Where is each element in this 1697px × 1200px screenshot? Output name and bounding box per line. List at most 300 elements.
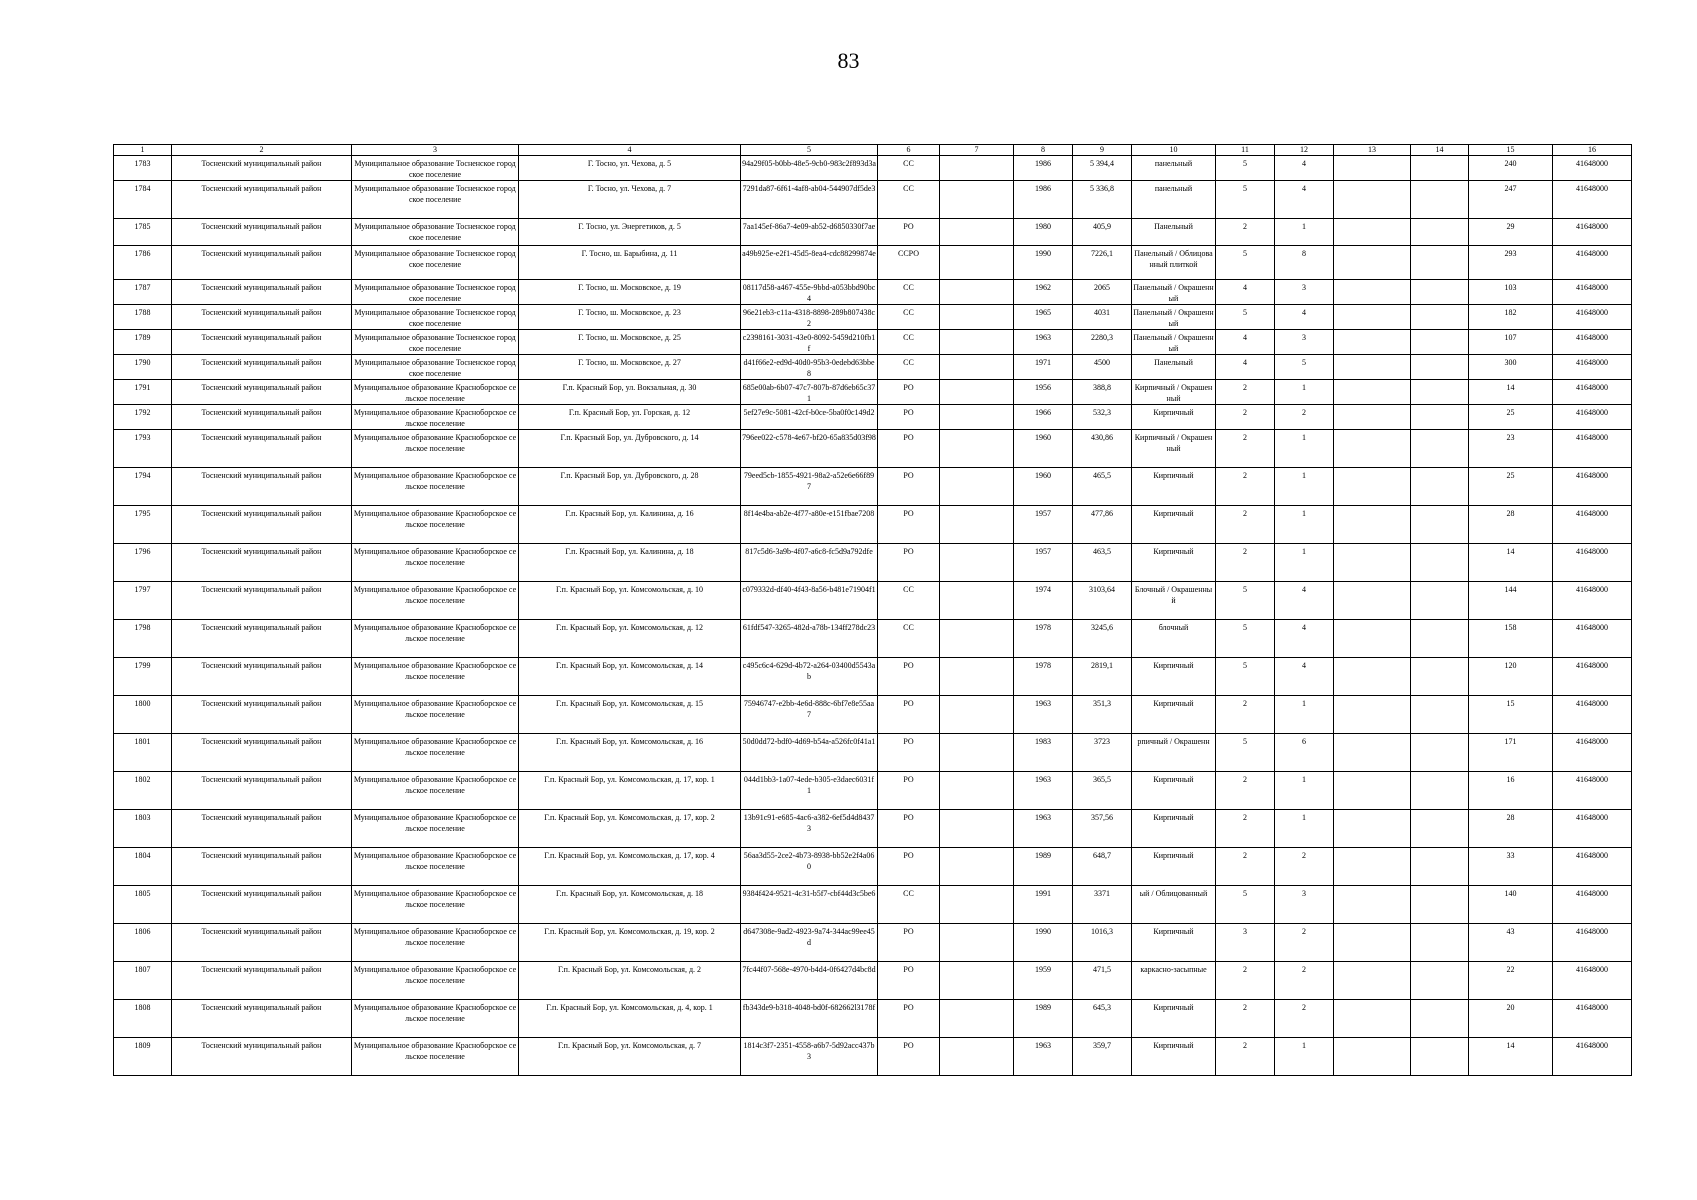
cell-floors: 5 xyxy=(1216,305,1275,330)
cell-entrances: 2 xyxy=(1275,924,1334,962)
cell-row-number: 1801 xyxy=(114,734,172,772)
table-row xyxy=(114,219,1632,246)
cell-area: 648,7 xyxy=(1073,848,1132,886)
cell-entrances: 4 xyxy=(1275,156,1334,181)
cell-year-built: 1990 xyxy=(1014,246,1073,280)
cell-municipality: Муниципальное образование Красноборское сельское поселение xyxy=(352,658,519,696)
cell-category: РО xyxy=(878,734,940,772)
cell-year-built: 1971 xyxy=(1014,355,1073,380)
cell-municipality: Муниципальное образование Красноборское сельское поселение xyxy=(352,405,519,430)
cell-municipality: Муниципальное образование Красноборское сельское поселение xyxy=(352,924,519,962)
cell-house-guid: 7291da87-6f61-4af8-ab04-544907df5de3 xyxy=(741,181,878,219)
cell-residents: 28 xyxy=(1469,506,1553,544)
table-row xyxy=(114,734,1632,772)
cell-address: Г.п. Красный Бор, ул. Горская, д. 12 xyxy=(519,405,741,430)
cell-row-number: 1805 xyxy=(114,886,172,924)
cell-oktmo-code: 41648000 xyxy=(1553,620,1632,658)
cell-entrances: 4 xyxy=(1275,181,1334,219)
cell-house-guid: 796ee022-c578-4e67-bf20-65a835d03f98 xyxy=(741,430,878,468)
cell-floors: 5 xyxy=(1216,181,1275,219)
cell-house-guid: 7aa145ef-86a7-4e09-ab52-d6850330f7ae xyxy=(741,219,878,246)
cell-address: Г. Тосно, ш. Московское, д. 19 xyxy=(519,280,741,305)
column-header-6: 6 xyxy=(878,145,940,156)
cell-category: РО xyxy=(878,848,940,886)
cell-row-number: 1802 xyxy=(114,772,172,810)
cell-oktmo-code: 41648000 xyxy=(1553,430,1632,468)
cell-district: Тосненский муниципальный район xyxy=(172,620,352,658)
cell-row-number: 1786 xyxy=(114,246,172,280)
cell-oktmo-code: 41648000 xyxy=(1553,886,1632,924)
cell-year-built: 1963 xyxy=(1014,772,1073,810)
cell-address: Г.п. Красный Бор, ул. Комсомольская, д. 17, кор. 4 xyxy=(519,848,741,886)
cell-residents: 14 xyxy=(1469,1038,1553,1076)
cell-area: 2280,3 xyxy=(1073,330,1132,355)
cell-category: РО xyxy=(878,1038,940,1076)
cell-district: Тосненский муниципальный район xyxy=(172,962,352,1000)
cell-col-13 xyxy=(1334,330,1411,355)
cell-wall-material: панельный xyxy=(1132,181,1216,219)
cell-residents: 15 xyxy=(1469,696,1553,734)
cell-municipality: Муниципальное образование Тосненское городское поселение xyxy=(352,181,519,219)
cell-year-built: 1978 xyxy=(1014,620,1073,658)
cell-year-built: 1959 xyxy=(1014,962,1073,1000)
cell-category: РО xyxy=(878,1000,940,1038)
cell-row-number: 1785 xyxy=(114,219,172,246)
table-row xyxy=(114,848,1632,886)
column-header-3: 3 xyxy=(352,145,519,156)
cell-year-built: 1957 xyxy=(1014,544,1073,582)
cell-oktmo-code: 41648000 xyxy=(1553,734,1632,772)
cell-district: Тосненский муниципальный район xyxy=(172,772,352,810)
cell-area: 471,5 xyxy=(1073,962,1132,1000)
cell-floors: 2 xyxy=(1216,1000,1275,1038)
cell-floors: 2 xyxy=(1216,380,1275,405)
column-header-12: 12 xyxy=(1275,145,1334,156)
cell-col-7 xyxy=(940,772,1014,810)
cell-address: Г.п. Красный Бор, ул. Комсомольская, д. 10 xyxy=(519,582,741,620)
cell-residents: 293 xyxy=(1469,246,1553,280)
cell-row-number: 1799 xyxy=(114,658,172,696)
cell-col-14 xyxy=(1411,1038,1469,1076)
cell-oktmo-code: 41648000 xyxy=(1553,219,1632,246)
cell-house-guid: d41f66e2-ed9d-40d0-95b3-0edebd63bbe8 xyxy=(741,355,878,380)
cell-floors: 2 xyxy=(1216,544,1275,582)
cell-floors: 4 xyxy=(1216,280,1275,305)
cell-col-7 xyxy=(940,430,1014,468)
cell-district: Тосненский муниципальный район xyxy=(172,506,352,544)
column-header-14: 14 xyxy=(1411,145,1469,156)
cell-row-number: 1809 xyxy=(114,1038,172,1076)
cell-col-14 xyxy=(1411,772,1469,810)
cell-area: 2065 xyxy=(1073,280,1132,305)
cell-col-7 xyxy=(940,544,1014,582)
cell-col-14 xyxy=(1411,246,1469,280)
cell-category: РО xyxy=(878,544,940,582)
cell-floors: 4 xyxy=(1216,355,1275,380)
table-row xyxy=(114,246,1632,280)
cell-district: Тосненский муниципальный район xyxy=(172,1038,352,1076)
cell-floors: 5 xyxy=(1216,620,1275,658)
cell-row-number: 1789 xyxy=(114,330,172,355)
cell-entrances: 1 xyxy=(1275,696,1334,734)
cell-category: СС xyxy=(878,355,940,380)
cell-house-guid: 044d1bb3-1a07-4ede-b305-e3daec6031f1 xyxy=(741,772,878,810)
cell-col-7 xyxy=(940,305,1014,330)
cell-col-14 xyxy=(1411,280,1469,305)
cell-col-14 xyxy=(1411,924,1469,962)
cell-oktmo-code: 41648000 xyxy=(1553,305,1632,330)
cell-municipality: Муниципальное образование Красноборское сельское поселение xyxy=(352,544,519,582)
cell-residents: 240 xyxy=(1469,156,1553,181)
cell-address: Г. Тосно, ул. Чехова, д. 5 xyxy=(519,156,741,181)
cell-wall-material: каркасно-засыпные xyxy=(1132,962,1216,1000)
column-header-16: 16 xyxy=(1553,145,1632,156)
cell-residents: 14 xyxy=(1469,544,1553,582)
cell-wall-material: Кирпичный xyxy=(1132,924,1216,962)
cell-entrances: 4 xyxy=(1275,620,1334,658)
table-row xyxy=(114,330,1632,355)
cell-area: 351,3 xyxy=(1073,696,1132,734)
cell-wall-material: Панельный xyxy=(1132,355,1216,380)
cell-house-guid: 685e00ab-6b07-47c7-807b-87d6eb65c371 xyxy=(741,380,878,405)
cell-oktmo-code: 41648000 xyxy=(1553,1038,1632,1076)
cell-year-built: 1989 xyxy=(1014,848,1073,886)
cell-residents: 25 xyxy=(1469,405,1553,430)
cell-category: РО xyxy=(878,772,940,810)
cell-entrances: 1 xyxy=(1275,506,1334,544)
cell-col-13 xyxy=(1334,962,1411,1000)
cell-residents: 144 xyxy=(1469,582,1553,620)
cell-district: Тосненский муниципальный район xyxy=(172,156,352,181)
cell-oktmo-code: 41648000 xyxy=(1553,848,1632,886)
column-number-header xyxy=(114,145,1632,156)
cell-residents: 22 xyxy=(1469,962,1553,1000)
table-row xyxy=(114,658,1632,696)
cell-col-7 xyxy=(940,734,1014,772)
cell-col-14 xyxy=(1411,181,1469,219)
cell-col-13 xyxy=(1334,181,1411,219)
cell-house-guid: c2398161-3031-43e0-8092-5459d210fb1f xyxy=(741,330,878,355)
cell-row-number: 1794 xyxy=(114,468,172,506)
cell-address: Г.п. Красный Бор, ул. Комсомольская, д. 16 xyxy=(519,734,741,772)
cell-residents: 28 xyxy=(1469,810,1553,848)
cell-address: Г.п. Красный Бор, ул. Комсомольская, д. 17, кор. 1 xyxy=(519,772,741,810)
cell-residents: 120 xyxy=(1469,658,1553,696)
cell-house-guid: 61fdf547-3265-482d-a78b-134ff278dc23 xyxy=(741,620,878,658)
table-row xyxy=(114,355,1632,380)
cell-entrances: 4 xyxy=(1275,658,1334,696)
cell-floors: 5 xyxy=(1216,582,1275,620)
table-row xyxy=(114,924,1632,962)
cell-category: РО xyxy=(878,405,940,430)
cell-wall-material: Кирпичный / Окрашенный xyxy=(1132,380,1216,405)
cell-municipality: Муниципальное образование Тосненское городское поселение xyxy=(352,219,519,246)
cell-category: РО xyxy=(878,468,940,506)
cell-area: 3723 xyxy=(1073,734,1132,772)
cell-year-built: 1960 xyxy=(1014,430,1073,468)
cell-col-13 xyxy=(1334,696,1411,734)
cell-wall-material: Панельный / Окрашенный xyxy=(1132,305,1216,330)
cell-district: Тосненский муниципальный район xyxy=(172,734,352,772)
cell-col-7 xyxy=(940,1000,1014,1038)
cell-address: Г. Тосно, ш. Московское, д. 23 xyxy=(519,305,741,330)
cell-residents: 107 xyxy=(1469,330,1553,355)
cell-category: РО xyxy=(878,696,940,734)
cell-col-13 xyxy=(1334,544,1411,582)
cell-col-7 xyxy=(940,219,1014,246)
cell-address: Г.п. Красный Бор, ул. Комсомольская, д. 17, кор. 2 xyxy=(519,810,741,848)
cell-address: Г. Тосно, ул. Чехова, д. 7 xyxy=(519,181,741,219)
column-header-2: 2 xyxy=(172,145,352,156)
cell-municipality: Муниципальное образование Красноборское сельское поселение xyxy=(352,506,519,544)
cell-col-7 xyxy=(940,355,1014,380)
cell-residents: 16 xyxy=(1469,772,1553,810)
cell-col-14 xyxy=(1411,620,1469,658)
cell-area: 5 336,8 xyxy=(1073,181,1132,219)
cell-wall-material: рпичный / Окрашенн xyxy=(1132,734,1216,772)
cell-col-14 xyxy=(1411,380,1469,405)
cell-year-built: 1956 xyxy=(1014,380,1073,405)
cell-district: Тосненский муниципальный район xyxy=(172,219,352,246)
cell-municipality: Муниципальное образование Красноборское сельское поселение xyxy=(352,962,519,1000)
cell-area: 4500 xyxy=(1073,355,1132,380)
cell-wall-material: Панельный / Окрашенный xyxy=(1132,330,1216,355)
cell-oktmo-code: 41648000 xyxy=(1553,468,1632,506)
cell-residents: 171 xyxy=(1469,734,1553,772)
cell-wall-material: Панельный xyxy=(1132,219,1216,246)
cell-col-14 xyxy=(1411,305,1469,330)
cell-col-13 xyxy=(1334,156,1411,181)
cell-house-guid: 8f14e4ba-ab2e-4f77-a80e-e151fbae7208 xyxy=(741,506,878,544)
cell-row-number: 1790 xyxy=(114,355,172,380)
cell-col-13 xyxy=(1334,810,1411,848)
cell-area: 645,3 xyxy=(1073,1000,1132,1038)
cell-category: РО xyxy=(878,430,940,468)
cell-address: Г.п. Красный Бор, ул. Комсомольская, д. 7 xyxy=(519,1038,741,1076)
cell-address: Г.п. Красный Бор, ул. Калинина, д. 18 xyxy=(519,544,741,582)
cell-col-13 xyxy=(1334,734,1411,772)
cell-wall-material: Кирпичный xyxy=(1132,544,1216,582)
cell-row-number: 1808 xyxy=(114,1000,172,1038)
cell-year-built: 1991 xyxy=(1014,886,1073,924)
cell-house-guid: 56aa3d55-2ce2-4b73-8938-bb52e2f4a060 xyxy=(741,848,878,886)
column-header-13: 13 xyxy=(1334,145,1411,156)
table-row xyxy=(114,405,1632,430)
table-row xyxy=(114,305,1632,330)
cell-address: Г. Тосно, ш. Барыбина, д. 11 xyxy=(519,246,741,280)
cell-entrances: 1 xyxy=(1275,380,1334,405)
cell-category: РО xyxy=(878,962,940,1000)
cell-entrances: 2 xyxy=(1275,405,1334,430)
cell-row-number: 1807 xyxy=(114,962,172,1000)
cell-house-guid: 79eed5cb-1855-4921-98a2-a52e6e66f897 xyxy=(741,468,878,506)
cell-wall-material: ый / Облицованный xyxy=(1132,886,1216,924)
cell-address: Г. Тосно, ш. Московское, д. 25 xyxy=(519,330,741,355)
cell-residents: 29 xyxy=(1469,219,1553,246)
cell-district: Тосненский муниципальный район xyxy=(172,355,352,380)
cell-oktmo-code: 41648000 xyxy=(1553,380,1632,405)
cell-col-14 xyxy=(1411,156,1469,181)
column-header-10: 10 xyxy=(1132,145,1216,156)
cell-entrances: 5 xyxy=(1275,355,1334,380)
cell-entrances: 1 xyxy=(1275,1038,1334,1076)
table-row xyxy=(114,430,1632,468)
cell-year-built: 1980 xyxy=(1014,219,1073,246)
cell-municipality: Муниципальное образование Красноборское сельское поселение xyxy=(352,848,519,886)
cell-district: Тосненский муниципальный район xyxy=(172,886,352,924)
table-row xyxy=(114,582,1632,620)
cell-year-built: 1963 xyxy=(1014,696,1073,734)
cell-row-number: 1796 xyxy=(114,544,172,582)
cell-col-14 xyxy=(1411,810,1469,848)
cell-floors: 5 xyxy=(1216,886,1275,924)
cell-district: Тосненский муниципальный район xyxy=(172,848,352,886)
cell-floors: 3 xyxy=(1216,924,1275,962)
cell-col-13 xyxy=(1334,582,1411,620)
cell-col-7 xyxy=(940,330,1014,355)
cell-col-13 xyxy=(1334,620,1411,658)
table-row xyxy=(114,1000,1632,1038)
cell-wall-material: Кирпичный xyxy=(1132,468,1216,506)
cell-area: 1016,3 xyxy=(1073,924,1132,962)
cell-floors: 5 xyxy=(1216,734,1275,772)
cell-municipality: Муниципальное образование Красноборское сельское поселение xyxy=(352,430,519,468)
cell-category: СС xyxy=(878,330,940,355)
cell-col-7 xyxy=(940,582,1014,620)
cell-col-7 xyxy=(940,380,1014,405)
cell-col-13 xyxy=(1334,405,1411,430)
cell-district: Тосненский муниципальный район xyxy=(172,810,352,848)
cell-col-14 xyxy=(1411,734,1469,772)
cell-col-7 xyxy=(940,696,1014,734)
table-row xyxy=(114,772,1632,810)
cell-address: Г.п. Красный Бор, ул. Комсомольская, д. 2 xyxy=(519,962,741,1000)
cell-address: Г.п. Красный Бор, ул. Дубровского, д. 14 xyxy=(519,430,741,468)
cell-house-guid: 7fc44f07-568e-4970-b4d4-0f6427d4bc8d xyxy=(741,962,878,1000)
table-row xyxy=(114,468,1632,506)
cell-year-built: 1966 xyxy=(1014,405,1073,430)
cell-municipality: Муниципальное образование Красноборское сельское поселение xyxy=(352,620,519,658)
cell-residents: 103 xyxy=(1469,280,1553,305)
cell-house-guid: c495c6c4-629d-4b72-a264-03400d5543ab xyxy=(741,658,878,696)
cell-category: РО xyxy=(878,219,940,246)
column-header-9: 9 xyxy=(1073,145,1132,156)
cell-floors: 2 xyxy=(1216,405,1275,430)
column-header-5: 5 xyxy=(741,145,878,156)
cell-oktmo-code: 41648000 xyxy=(1553,355,1632,380)
cell-wall-material: Кирпичный xyxy=(1132,1038,1216,1076)
cell-floors: 2 xyxy=(1216,810,1275,848)
cell-area: 359,7 xyxy=(1073,1038,1132,1076)
cell-municipality: Муниципальное образование Тосненское городское поселение xyxy=(352,355,519,380)
cell-area: 465,5 xyxy=(1073,468,1132,506)
cell-district: Тосненский муниципальный район xyxy=(172,430,352,468)
cell-oktmo-code: 41648000 xyxy=(1553,405,1632,430)
cell-area: 5 394,4 xyxy=(1073,156,1132,181)
cell-row-number: 1797 xyxy=(114,582,172,620)
cell-row-number: 1793 xyxy=(114,430,172,468)
cell-district: Тосненский муниципальный район xyxy=(172,658,352,696)
cell-district: Тосненский муниципальный район xyxy=(172,181,352,219)
cell-wall-material: панельный xyxy=(1132,156,1216,181)
cell-col-7 xyxy=(940,620,1014,658)
cell-row-number: 1800 xyxy=(114,696,172,734)
cell-year-built: 1962 xyxy=(1014,280,1073,305)
cell-category: ССРО xyxy=(878,246,940,280)
cell-col-7 xyxy=(940,506,1014,544)
table-row xyxy=(114,380,1632,405)
cell-area: 430,86 xyxy=(1073,430,1132,468)
cell-year-built: 1965 xyxy=(1014,305,1073,330)
cell-col-7 xyxy=(940,280,1014,305)
cell-oktmo-code: 41648000 xyxy=(1553,924,1632,962)
cell-col-14 xyxy=(1411,544,1469,582)
cell-col-13 xyxy=(1334,380,1411,405)
cell-address: Г.п. Красный Бор, ул. Комсомольская, д. 18 xyxy=(519,886,741,924)
cell-house-guid: 94a29f05-b0bb-48e5-9cb0-983c2f893d3a xyxy=(741,156,878,181)
cell-wall-material: Кирпичный xyxy=(1132,696,1216,734)
cell-year-built: 1986 xyxy=(1014,181,1073,219)
cell-municipality: Муниципальное образование Красноборское сельское поселение xyxy=(352,886,519,924)
cell-category: СС xyxy=(878,156,940,181)
cell-col-7 xyxy=(940,246,1014,280)
cell-col-7 xyxy=(940,886,1014,924)
cell-wall-material: Кирпичный xyxy=(1132,506,1216,544)
cell-entrances: 6 xyxy=(1275,734,1334,772)
cell-col-7 xyxy=(940,962,1014,1000)
cell-municipality: Муниципальное образование Красноборское сельское поселение xyxy=(352,696,519,734)
cell-year-built: 1978 xyxy=(1014,658,1073,696)
column-header-15: 15 xyxy=(1469,145,1553,156)
cell-house-guid: 50d0dd72-bdf0-4d69-b54a-a526fc0f41a1 xyxy=(741,734,878,772)
cell-wall-material: Кирпичный / Окрашенный xyxy=(1132,430,1216,468)
cell-row-number: 1792 xyxy=(114,405,172,430)
cell-address: Г.п. Красный Бор, ул. Комсомольская, д. 19, кор. 2 xyxy=(519,924,741,962)
cell-house-guid: 9384f424-9521-4c31-b5f7-cbf44d3c5be6 xyxy=(741,886,878,924)
cell-category: РО xyxy=(878,924,940,962)
table-row xyxy=(114,810,1632,848)
cell-wall-material: Кирпичный xyxy=(1132,405,1216,430)
table-row xyxy=(114,962,1632,1000)
cell-area: 463,5 xyxy=(1073,544,1132,582)
column-header-7: 7 xyxy=(940,145,1014,156)
cell-district: Тосненский муниципальный район xyxy=(172,468,352,506)
cell-municipality: Муниципальное образование Красноборское сельское поселение xyxy=(352,772,519,810)
cell-oktmo-code: 41648000 xyxy=(1553,658,1632,696)
cell-municipality: Муниципальное образование Тосненское городское поселение xyxy=(352,330,519,355)
cell-oktmo-code: 41648000 xyxy=(1553,506,1632,544)
cell-category: СС xyxy=(878,582,940,620)
cell-area: 388,8 xyxy=(1073,380,1132,405)
cell-col-13 xyxy=(1334,506,1411,544)
page-number: 83 xyxy=(837,48,860,73)
cell-year-built: 1989 xyxy=(1014,1000,1073,1038)
cell-oktmo-code: 41648000 xyxy=(1553,330,1632,355)
cell-col-13 xyxy=(1334,772,1411,810)
cell-col-7 xyxy=(940,156,1014,181)
cell-oktmo-code: 41648000 xyxy=(1553,810,1632,848)
cell-district: Тосненский муниципальный район xyxy=(172,696,352,734)
cell-row-number: 1803 xyxy=(114,810,172,848)
cell-district: Тосненский муниципальный район xyxy=(172,305,352,330)
cell-entrances: 4 xyxy=(1275,305,1334,330)
cell-row-number: 1791 xyxy=(114,380,172,405)
cell-col-14 xyxy=(1411,219,1469,246)
cell-district: Тосненский муниципальный район xyxy=(172,582,352,620)
cell-house-guid: 1814c3f7-2351-4558-a6b7-5d92acc437b3 xyxy=(741,1038,878,1076)
cell-municipality: Муниципальное образование Красноборское сельское поселение xyxy=(352,734,519,772)
cell-category: СС xyxy=(878,620,940,658)
